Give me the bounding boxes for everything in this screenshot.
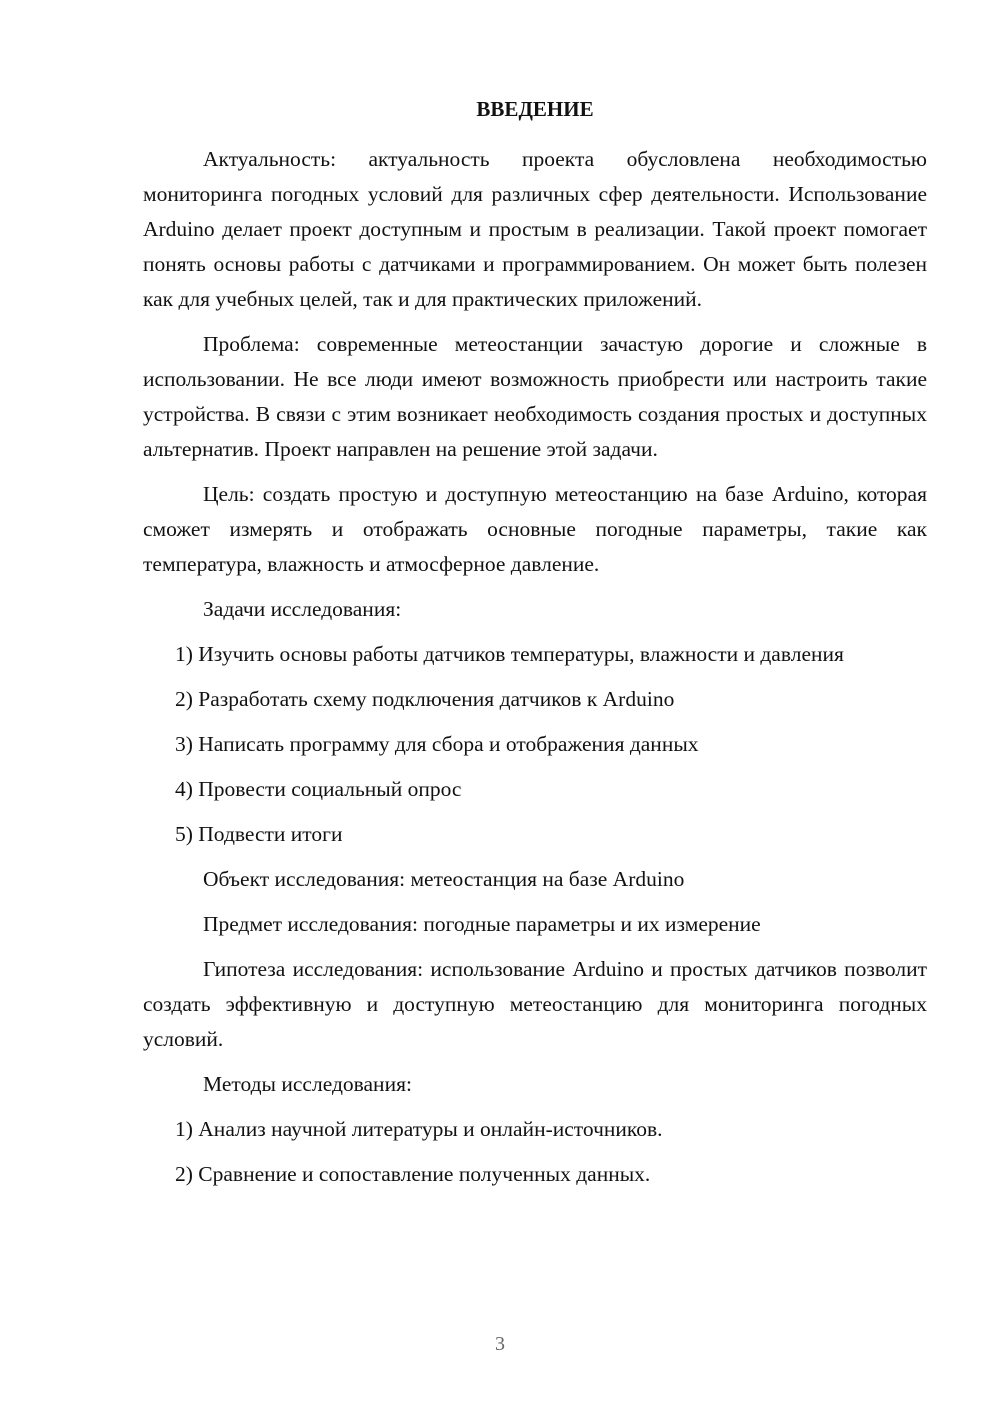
page-title: ВВЕДЕНИЕ: [476, 97, 594, 121]
methods-heading: Методы исследования:: [203, 1072, 412, 1096]
relevance-paragraph: Актуальность: актуальность проекта обусловлена необходимостью мониторинга погодных условий для различных сфер деятельности. Использование Arduino делает проект доступным и простым в реализации. Такой проект помогает понять основы работы с датчиками и программированием. Он может быть полезен как для учебных целей, так и для практических приложений.: [143, 147, 927, 311]
goal-paragraph: Цель: создать простую и доступную метеостанцию на базе Arduino, которая сможет измерять и отображать основные погодные параметры, такие как температура, влажность и атмосферное давление.: [143, 482, 927, 576]
research-subject: Предмет исследования: погодные параметры и их измерение: [203, 912, 761, 936]
tasks-heading: Задачи исследования:: [203, 597, 402, 621]
task-item-4: 4) Провести социальный опрос: [175, 777, 462, 801]
method-item-2: 2) Сравнение и сопоставление полученных данных.: [175, 1162, 651, 1186]
problem-paragraph: Проблема: современные метеостанции зачастую дорогие и сложные в использовании. Не все люди имеют возможность приобрести или настроить такие устройства. В связи с этим возникает необходимость создания простых и доступных альтернатив. Проект направлен на решение этой задачи.: [143, 332, 927, 461]
task-item-5: 5) Подвести итоги: [175, 822, 343, 846]
document-body: [143, 92, 927, 1202]
task-item-1: 1) Изучить основы работы датчиков температуры, влажности и давления: [175, 642, 844, 666]
task-item-3: 3) Написать программу для сбора и отображения данных: [175, 732, 699, 756]
page-number: 3: [495, 1333, 505, 1355]
hypothesis-paragraph: Гипотеза исследования: использование Arduino и простых датчиков позволит создать эффективную и доступную метеостанцию для мониторинга погодных условий.: [143, 957, 927, 1051]
method-item-1: 1) Анализ научной литературы и онлайн-источников.: [175, 1117, 663, 1141]
research-object: Объект исследования: метеостанция на базе Arduino: [203, 867, 685, 891]
task-item-2: 2) Разработать схему подключения датчиков к Arduino: [175, 687, 675, 711]
